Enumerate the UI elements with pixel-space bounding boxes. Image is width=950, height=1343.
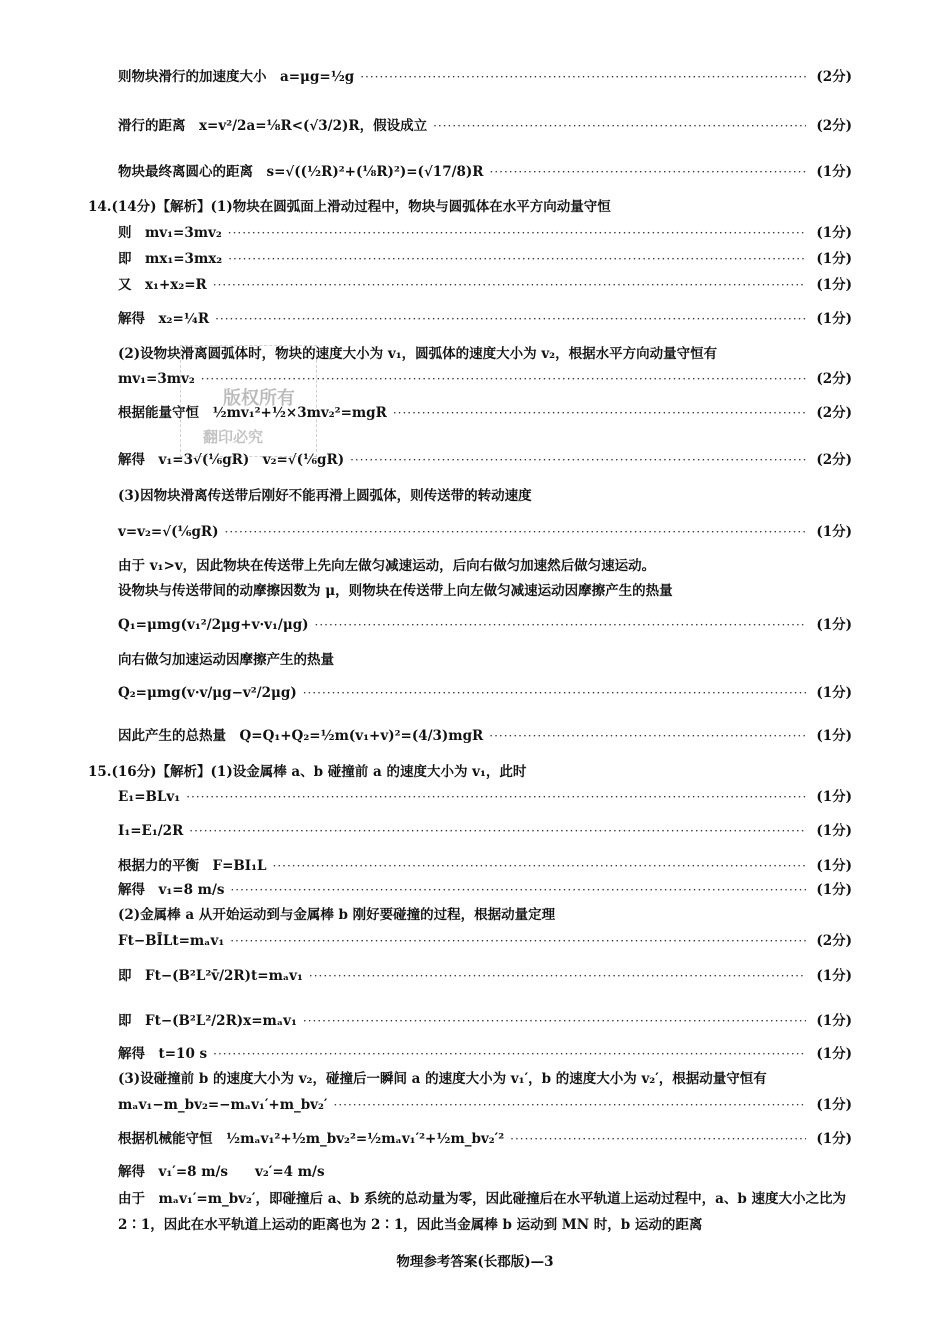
answer-line	[118, 881, 852, 899]
line-text: Ft−BĪLt=mₐv₁	[118, 933, 225, 949]
line-score: (1分)	[816, 823, 852, 839]
line-score: (1分)	[816, 882, 852, 898]
line-text: 则物块滑行的加速度大小 a=μg=½g	[118, 69, 355, 85]
answer-line	[118, 224, 852, 242]
watermark-text: 翻印必究	[203, 428, 264, 446]
line-score: (1分)	[816, 1013, 852, 1029]
q15-solve: 解得 v₁′=8 m/s v₂′=4 m/s	[118, 1164, 325, 1180]
line-text: 即 mx₁=3mx₂	[118, 251, 223, 267]
line-text: 根据机械能守恒 ½mₐv₁²+½m_bv₂²=½mₐv₁′²+½m_bv₂′²	[118, 1131, 505, 1147]
line-score: (1分)	[816, 728, 852, 744]
answer-line	[118, 1096, 852, 1114]
q14-part3: (3)因物块滑离传送带后刚好不能再滑上圆弧体，则传送带的转动速度	[118, 488, 532, 504]
line-score: (2分)	[816, 69, 852, 85]
answer-line	[118, 788, 852, 806]
answer-line	[118, 163, 852, 181]
line-score: (1分)	[816, 858, 852, 874]
line-score: (2分)	[816, 933, 852, 949]
line-text: 根据力的平衡 F=BI₁L	[118, 858, 267, 874]
line-text: 根据能量守恒 ½mv₁²+½×3mv₂²=mgR	[118, 405, 387, 421]
line-score: (1分)	[816, 1097, 852, 1113]
q14-header: 14.(14分)【解析】(1)物块在圆弧面上滑动过程中，物块与圆弧体在水平方向动量守恒	[88, 199, 611, 215]
q15-header: 15.(16分)【解析】(1)设金属棒 a、b 碰撞前 a 的速度大小为 v₁，此时	[88, 764, 527, 780]
line-score: (2分)	[816, 405, 852, 421]
line-text: I₁=E₁/2R	[118, 823, 184, 839]
answer-line	[118, 523, 852, 541]
line-text: 解得 v₁=8 m/s	[118, 882, 225, 898]
line-text: 则 mv₁=3mv₂	[118, 225, 222, 241]
line-score: (1分)	[816, 617, 852, 633]
line-text: 即 Ft−(B²L²v̄/2R)t=mₐv₁	[118, 968, 303, 984]
line-text: 即 Ft−(B²L²/2R)x=mₐv₁	[118, 1013, 297, 1029]
answer-line	[118, 616, 852, 634]
line-score: (1分)	[816, 968, 852, 984]
line-score: (1分)	[816, 164, 852, 180]
line-text: Q₂=μmg(v·v/μg−v²/2μg)	[118, 685, 297, 701]
line-text: 物块最终离圆心的距离 s=√((½R)²+(⅛R)²)=(√17/8)R	[118, 164, 484, 180]
answer-line	[118, 1045, 852, 1063]
line-score: (1分)	[816, 1131, 852, 1147]
answer-line	[118, 310, 852, 328]
q15-since2: 2∶1，因此在水平轨道上运动的距离也为 2∶1，因此当金属棒 b 运动到 MN 时，b 运动的距离	[118, 1217, 703, 1233]
answer-line	[118, 117, 852, 135]
line-text: 解得 t=10 s	[118, 1046, 208, 1062]
q14-part2: (2)设物块滑离圆弧体时，物块的速度大小为 v₁，圆弧体的速度大小为 v₂，根据水平方向动量守恒有	[118, 346, 718, 362]
answer-line	[118, 250, 852, 268]
answer-line	[118, 684, 852, 702]
answer-line	[118, 932, 852, 950]
q14-since: 由于 v₁>v，因此物块在传送带上先向左做匀减速运动，后向右做匀加速然后做匀速运动。	[118, 558, 656, 574]
line-score: (1分)	[816, 789, 852, 805]
line-text: v=v₂=√(⅙gR)	[118, 524, 219, 540]
answer-line	[118, 68, 852, 86]
line-score: (2分)	[816, 118, 852, 134]
line-score: (1分)	[816, 225, 852, 241]
q14-friction: 设物块与传送带间的动摩擦因数为 μ，则物块在传送带上向左做匀减速运动因摩擦产生的热量	[118, 583, 673, 599]
line-text: Q₁=μmg(v₁²/2μg+v·v₁/μg)	[118, 617, 309, 633]
q15-since1: 由于 mₐv₁′=m_bv₂′，即碰撞后 a、b 系统的总动量为零，因此碰撞后在水平轨道上运动过程中，a、b 速度大小之比为	[118, 1191, 846, 1207]
watermark-text: 版权所有	[223, 388, 295, 409]
line-score: (1分)	[816, 524, 852, 540]
line-text: 又 x₁+x₂=R	[118, 277, 207, 293]
line-score: (2分)	[816, 371, 852, 387]
answer-line	[118, 276, 852, 294]
answer-line	[118, 1012, 852, 1030]
answer-line	[118, 857, 852, 875]
line-score: (1分)	[816, 311, 852, 327]
line-text: mv₁=3mv₂	[118, 371, 195, 387]
line-score: (1分)	[816, 1046, 852, 1062]
page-footer: 物理参考答案(长郡版)—3	[396, 1254, 554, 1270]
copyright-watermark	[180, 345, 317, 457]
line-text: mₐv₁−m_bv₂=−mₐv₁′+m_bv₂′	[118, 1097, 328, 1113]
line-score: (1分)	[816, 251, 852, 267]
line-score: (2分)	[816, 452, 852, 468]
answer-line	[118, 822, 852, 840]
q15-part3: (3)设碰撞前 b 的速度大小为 v₂，碰撞后一瞬间 a 的速度大小为 v₁′，b 的速度大小为 v₂′，根据动量守恒有	[118, 1071, 767, 1087]
q15-part2: (2)金属棒 a 从开始运动到与金属棒 b 刚好要碰撞的过程，根据动量定理	[118, 907, 556, 923]
q14-right: 向右做匀加速运动因摩擦产生的热量	[118, 652, 334, 668]
line-text: 因此产生的总热量 Q=Q₁+Q₂=½m(v₁+v)²=(4/3)mgR	[118, 728, 484, 744]
answer-line	[118, 1130, 852, 1148]
line-score: (1分)	[816, 685, 852, 701]
line-text: 解得 v₁=3√(⅙gR) v₂=√(⅙gR)	[118, 452, 345, 468]
line-text: E₁=BLv₁	[118, 789, 181, 805]
answer-line	[118, 727, 852, 745]
line-score: (1分)	[816, 277, 852, 293]
line-text: 滑行的距离 x=v²/2a=⅛R<(√3/2)R，假设成立	[118, 118, 428, 134]
line-text: 解得 x₂=¼R	[118, 311, 210, 327]
answer-line	[118, 967, 852, 985]
